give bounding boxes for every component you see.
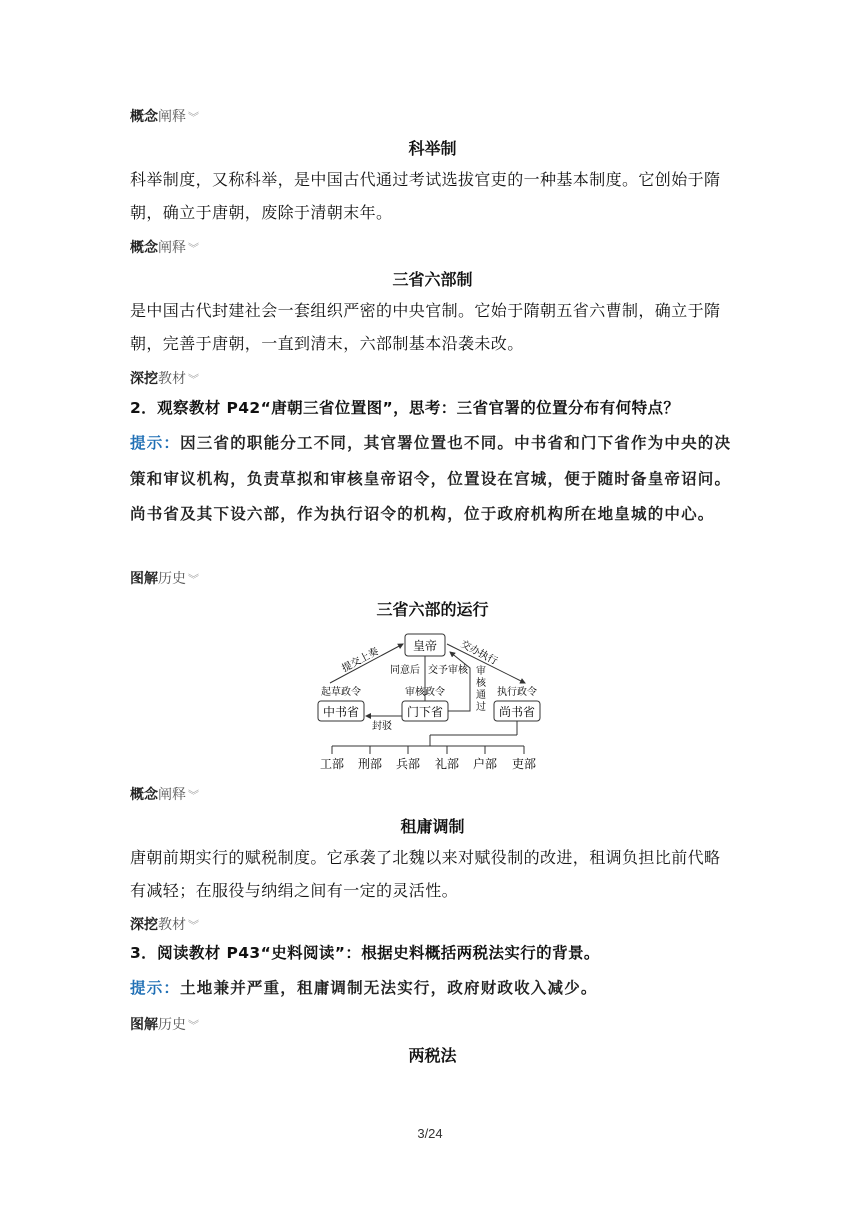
svg-text:过: 过 <box>476 702 486 713</box>
ministry-justice: 刑部 <box>357 757 383 771</box>
section-label-concept: 概念阐释 ︾ <box>130 109 199 125</box>
emperor-label: 皇帝 <box>412 639 438 653</box>
section-label-textbook: 深挖教材 ︾ <box>130 917 199 933</box>
svg-text:核: 核 <box>476 678 486 689</box>
title-diagram: 三省六部的运行 <box>376 600 489 619</box>
paragraph-keju: 科举制度，又称科举，是中国古代通过考试选拔官吏的一种基本制度。它创始于隋朝，确立于唐朝，废除于清朝末年。 <box>130 170 721 222</box>
question-3: 3．阅读教材 P43“史料阅读”：根据史料概括两税法实行的背景。 <box>130 944 600 962</box>
hint-2 <box>130 425 735 531</box>
ministry-connectors <box>332 746 524 754</box>
reject-label: 封驳 <box>372 721 392 732</box>
hint-3 <box>130 970 735 1006</box>
ministry-personnel: 吏部 <box>511 757 537 771</box>
section-label-concept: 概念阐释 ︾ <box>130 787 199 803</box>
ministry-war: 兵部 <box>395 757 421 771</box>
execute-label: 交办执行 <box>458 638 500 668</box>
paragraph-sansheng: 是中国古代封建社会一套组织严密的中央官制。它始于隋朝五省六曹制，确立于隋朝，完善于唐朝，一直到清末，六部制基本沿袭未改。 <box>130 301 721 353</box>
paragraph-zuyong: 唐朝前期实行的赋税制度。它承袭了北魏以来对赋役制的改进，租调负担比前代略有减轻；在服役与纳绢之间有一定的灵活性。 <box>130 848 721 900</box>
menxia-role: 审核政令 <box>405 687 445 698</box>
ministry-rites: 礼部 <box>434 757 460 771</box>
section-label-textbook: 深挖教材 ︾ <box>130 371 199 387</box>
svg-text:通: 通 <box>476 690 486 701</box>
section-label-concept: 概念阐释 ︾ <box>130 240 199 256</box>
shangshu-label: 尚书省 <box>498 705 536 719</box>
three-departments-diagram <box>310 628 550 774</box>
svg-text:审: 审 <box>476 666 486 677</box>
page-number: 3/24 <box>417 1126 443 1141</box>
hint-text: 因三省的职能分工不同，其官署位置也不同。中书省和门下省作为中央的决策和审议机构，负责草拟和审核皇帝诏令，位置设在宫城，便于随时备皇帝诏问。尚书省及其下设六部，作为执行诏令的机构，位于政府机构所在地皇城的中心。 <box>130 433 732 523</box>
zhongshu-role: 起草政令 <box>321 687 361 698</box>
title-sansheng: 三省六部制 <box>392 270 473 289</box>
review-submit-label: 交予审核 <box>428 665 468 676</box>
approved-label <box>476 664 487 713</box>
title-keju: 科举制 <box>408 139 457 158</box>
section-label-illustration: 图解历史 ︾ <box>130 571 199 587</box>
title-liangshui: 两税法 <box>408 1046 457 1065</box>
zhongshu-label: 中书省 <box>322 705 360 719</box>
ministry-works: 工部 <box>319 757 345 771</box>
question-2: 2．观察教材 P42“唐朝三省位置图”，思考：三省官署的位置分布有何特点？ <box>130 399 680 417</box>
ministry-revenue: 户部 <box>472 757 498 771</box>
shangshu-role: 执行政令 <box>497 687 537 698</box>
menxia-label: 门下省 <box>406 705 444 719</box>
agree-label: 同意后 <box>390 665 420 676</box>
section-label-illustration: 图解历史 ︾ <box>130 1017 199 1033</box>
title-zuyong: 租庸调制 <box>400 817 465 836</box>
submit-label: 提交上奏 <box>340 646 381 675</box>
hint-label: 提示： <box>130 979 181 997</box>
hint-text: 土地兼并严重，租庸调制无法实行，政府财政收入减少。 <box>180 978 598 997</box>
hint-label: 提示： <box>130 434 181 452</box>
